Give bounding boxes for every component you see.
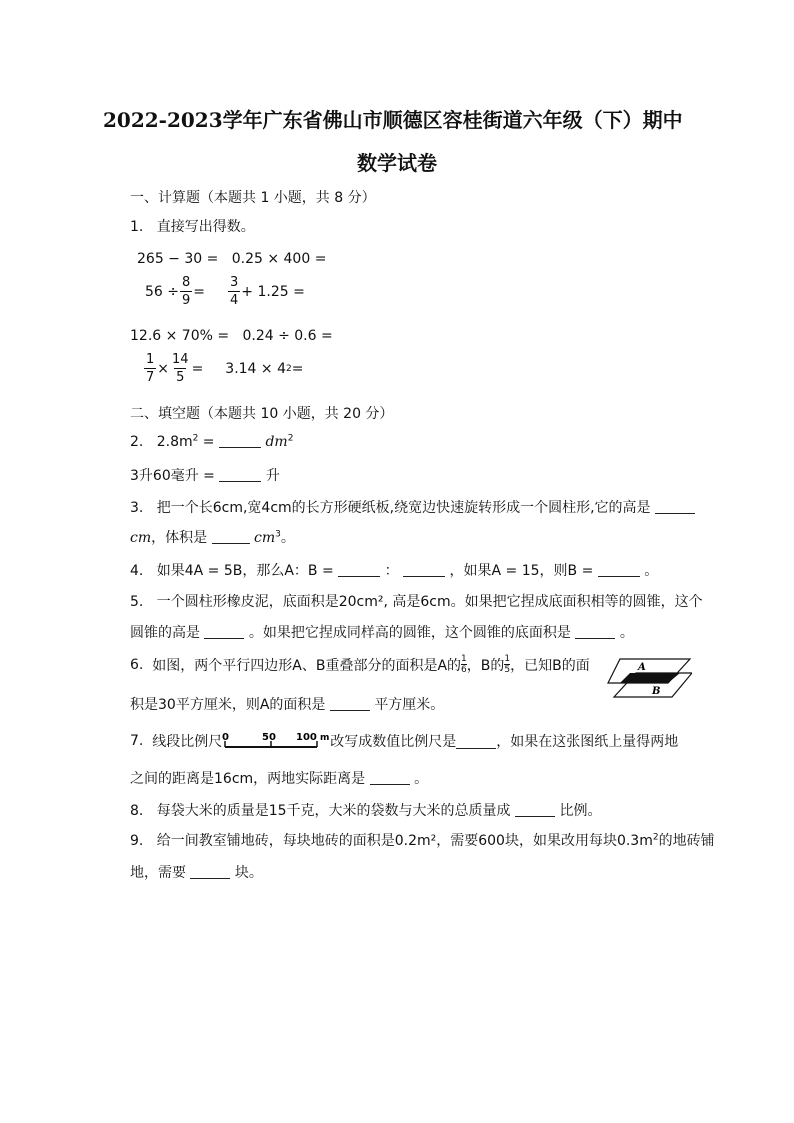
section-heading-calc: 一、计算题（本题共 1 小题，共 8 分） [130, 190, 376, 206]
question-number: 4. [130, 563, 144, 579]
question-3-line1: 3. 把一个长6cm,宽4cm的长方形硬纸板,绕宽边快速旋转形成一个圆柱形,它的高是 [130, 497, 695, 517]
calc-row-4: $\frac{1}{7}$ × $\frac{14}{5}$ = 3.14 × 4 2 = [146, 352, 304, 385]
question-9-line2: 地，需要 块。 [130, 865, 263, 881]
answer-blank[interactable] [204, 624, 244, 639]
question-number: 3. [130, 500, 144, 516]
calc-item: 12.6 × 70% = [130, 328, 230, 344]
fraction: $\frac{14}{5}$ [172, 352, 189, 385]
question-3-line2: cm，体积是 $cm^3$。 [130, 529, 295, 546]
question-1 [130, 216, 255, 236]
answer-blank[interactable] [370, 770, 410, 785]
question-9-line1: 9. 给一间教室铺地砖，每块地砖的面积是0.2m²，需要600块，如果改用每块$0.3m^2$的地砖铺 [130, 832, 715, 849]
label-b: B [652, 686, 661, 697]
parallelogram-figure [606, 655, 692, 699]
question-number: 9. [130, 833, 144, 849]
answer-blank[interactable] [338, 562, 380, 577]
label-a: A [638, 662, 646, 673]
question-number: 1. [130, 219, 144, 235]
calc-item: 0.25 × 400 = [231, 251, 327, 267]
question-5-line2: 圆锥的高是 。如果把它捏成同样高的圆锥，这个圆锥的底面积是 。 [130, 625, 634, 641]
answer-blank[interactable] [598, 562, 640, 577]
scale-label-100: 100 [296, 732, 318, 743]
scale-unit: m [320, 733, 330, 743]
page-title-line1: 2022-2023学年广东省佛山市顺德区容桂街道六年级（下）期中 [103, 108, 683, 132]
question-6-line1: 6. 如图，两个平行四边形A、B重叠部分的面积是A的 1 6 ，B的 1 5 ，已知B的面 [130, 654, 590, 675]
line-segment-scale [222, 731, 330, 751]
question-number: 2. [130, 434, 144, 450]
calc-row-3 [130, 328, 333, 344]
calc-item: = [191, 360, 204, 377]
calc-row-2 [145, 276, 305, 307]
question-2b: 3升60毫升 = 升 [130, 468, 280, 484]
fraction: $\frac{8}{9}$ [182, 275, 191, 308]
section-heading-fill: 二、填空题（本题共 10 小题，共 20 分） [130, 406, 394, 422]
question-2a: 2. $2.8m^2 = dm^2$ [130, 433, 294, 450]
answer-blank[interactable] [403, 562, 445, 577]
question-5-line1: 5. 一个圆柱形橡皮泥，底面积是20cm², 高是6cm。如果把它捏成底面积相等的圆锥，这个 [130, 594, 703, 610]
question-number: 5. [130, 594, 144, 610]
calc-item: 0.24 ÷ 0.6 = [242, 328, 333, 344]
answer-blank[interactable] [219, 433, 261, 448]
answer-blank[interactable] [190, 864, 230, 879]
scale-label-50: 50 [262, 732, 277, 743]
question-number: 7. [130, 733, 144, 749]
answer-blank[interactable] [456, 734, 496, 749]
calc-row-1 [137, 251, 326, 267]
answer-blank[interactable] [212, 529, 250, 544]
calc-item: = [193, 283, 206, 300]
question-7-line2: 之间的距离是16cm，两地实际距离是 。 [130, 771, 429, 787]
fraction: 1 5 [504, 654, 511, 675]
answer-blank[interactable] [575, 624, 615, 639]
question-4: 4. 如果4A = 5B，那么A：B = ： ，如果A = 15，则B = 。 [130, 563, 659, 579]
answer-blank[interactable] [219, 467, 261, 482]
scale-label-0: 0 [222, 732, 230, 743]
fraction: $\frac{1}{7}$ [146, 352, 155, 385]
page-title-line2: 数学试卷 [357, 151, 437, 175]
calc-item: 56 ÷ [145, 283, 179, 300]
calc-item: + 1.25 = [241, 283, 305, 300]
calc-item: × [157, 360, 170, 377]
question-8: 8. 每袋大米的质量是15千克，大米的袋数与大米的总质量成 比例。 [130, 803, 602, 819]
question-6-line2: 积是30平方厘米，则A的面积是 平方厘米。 [130, 697, 445, 713]
answer-blank[interactable] [515, 802, 555, 817]
calc-item: 3.14 × 4 [225, 360, 287, 377]
answer-blank[interactable] [330, 696, 370, 711]
fraction: $\frac{3}{4}$ [230, 275, 239, 308]
question-7-line1: 7. 线段比例尺 0 50 100 m 改写成数值比例尺是 ，如果在这张图纸上量得两地 [130, 732, 679, 750]
question-text: 直接写出得数。 [156, 219, 255, 235]
fraction: 1 6 [461, 654, 467, 675]
overlap-region [620, 673, 680, 683]
answer-blank[interactable] [655, 499, 695, 514]
calc-item: 265 − 30 = [137, 251, 219, 267]
question-number: 6. [130, 657, 144, 673]
question-number: 8. [130, 803, 144, 819]
